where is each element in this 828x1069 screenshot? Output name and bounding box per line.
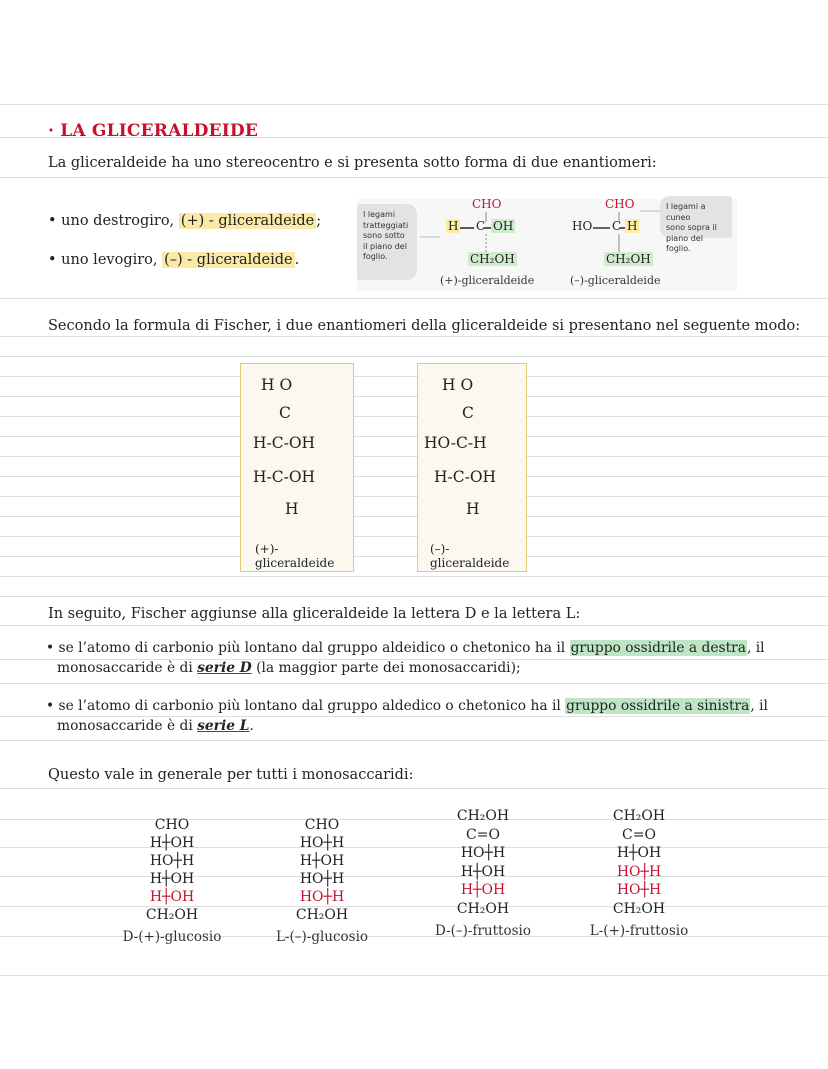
ruled-line [0,740,828,741]
fischer-plus-caption: (+)- gliceraldeide [255,542,335,570]
minus-right: H [627,219,638,233]
highlight-left: gruppo ossidrile a sinistra [566,698,750,714]
fischer-minus-caption: (–)- gliceraldeide [430,542,510,570]
section-title: · LA GLICERALDEIDE [48,121,259,141]
plus-center: C [476,219,486,233]
sugar-l-fructose: CH₂OH C=O H┼OH HO┼H HO┼H CH₂OH L-(+)-fruttosio [589,808,689,939]
ruled-line [0,396,828,397]
ruled-line [0,625,828,626]
highlight-minus: (–) - gliceraldeide [164,252,293,268]
serie-d-label: serie D [197,660,252,676]
minus-left: HO [572,219,593,233]
highlight-plus: (+) - gliceraldeide [180,213,315,229]
fischer-plus-c2: H-C-OH [253,434,316,452]
minus-center: C [612,219,622,233]
ruled-line [0,596,828,597]
ruled-line [0,376,828,377]
fischer-plus-c1: C [279,404,291,422]
fischer-plus-card [240,363,354,572]
fischer-minus-c3: H-C-OH [434,468,497,486]
serie-d-line2: monosaccaride è di serie D (la maggior parte dei monosaccaridi); [57,660,521,676]
bullet-levogyre: • uno levogiro, (–) - gliceraldeide . [48,252,300,268]
serie-d-line1: • se l’atomo di carbonio più lontano dal gruppo aldeidico o chetonico ha il gruppo ossidrile a destra, il [46,640,765,656]
ruled-line [0,456,828,457]
plus-bottom: CH₂OH [470,252,515,266]
fischer-minus-c1: C [462,404,474,422]
bullet-dextrogyre: • uno destrogiro, (+) - gliceraldeide ; [48,213,322,229]
ruled-line [0,356,828,357]
ruled-line [0,975,828,976]
highlight-right: gruppo ossidrile a destra [570,640,746,656]
sugar-d-glucose: CHO H┼OH HO┼H H┼OH H┼OH CH₂OH D-(+)-glucosio [122,817,222,945]
fischer-minus-card [417,363,527,572]
fischer-intro: Secondo la formula di Fischer, i due enantiomeri della gliceraldeide si presentano nel seguente modo: [48,318,801,334]
plus-right: OH [493,219,514,233]
serie-l-label: serie L [197,718,250,734]
note-wedge-bonds: I legami a cuneo sono sopra il piano del foglio. [660,196,732,238]
ruled-line [0,416,828,417]
fischer-minus-c2: HO-C-H [424,434,487,452]
plus-top: CHO [472,197,502,211]
serie-l-line2: monosaccaride è di serie L. [57,718,254,734]
fischer-minus-ho: H O [442,376,474,394]
general-text: Questo vale in generale per tutti i monosaccaridi: [48,767,414,783]
ruled-line [0,788,828,789]
minus-top: CHO [605,197,635,211]
ruled-line [0,336,828,337]
fischer-minus-h: H [466,500,480,518]
ruled-line [0,576,828,577]
minus-caption: (–)-gliceraldeide [570,274,661,287]
ruled-line [0,476,828,477]
bond-lines [0,0,828,300]
dl-intro: In seguito, Fischer aggiunse alla gliceraldeide la lettera D e la lettera L: [48,606,581,622]
minus-bottom: CH₂OH [606,252,651,266]
fischer-plus-ho: H O [261,376,293,394]
intro-text: La gliceraldeide ha uno stereocentro e si presenta sotto forma di due enantiomeri: [48,155,657,171]
serie-l-line1: • se l’atomo di carbonio più lontano dal gruppo aldedico o chetonico ha il gruppo ossidrile a sinistra, il [46,698,768,714]
ruled-line [0,556,828,557]
plus-left: H [448,219,459,233]
sugar-l-glucose: CHO HO┼H H┼OH HO┼H HO┼H CH₂OH L-(–)-glucosio [275,817,369,945]
fischer-plus-c3: H-C-OH [253,468,316,486]
ruled-line [0,496,828,497]
note-dashed-bonds: I legami tratteggiati sono sotto il piano del foglio. [357,204,417,280]
sugar-d-fructose: CH₂OH C=O HO┼H H┼OH H┼OH CH₂OH D-(–)-fruttosio [435,808,531,939]
ruled-line [0,683,828,684]
ruled-line [0,436,828,437]
plus-caption: (+)-gliceraldeide [440,274,535,287]
ruled-line [0,536,828,537]
ruled-line [0,516,828,517]
fischer-plus-h: H [285,500,299,518]
